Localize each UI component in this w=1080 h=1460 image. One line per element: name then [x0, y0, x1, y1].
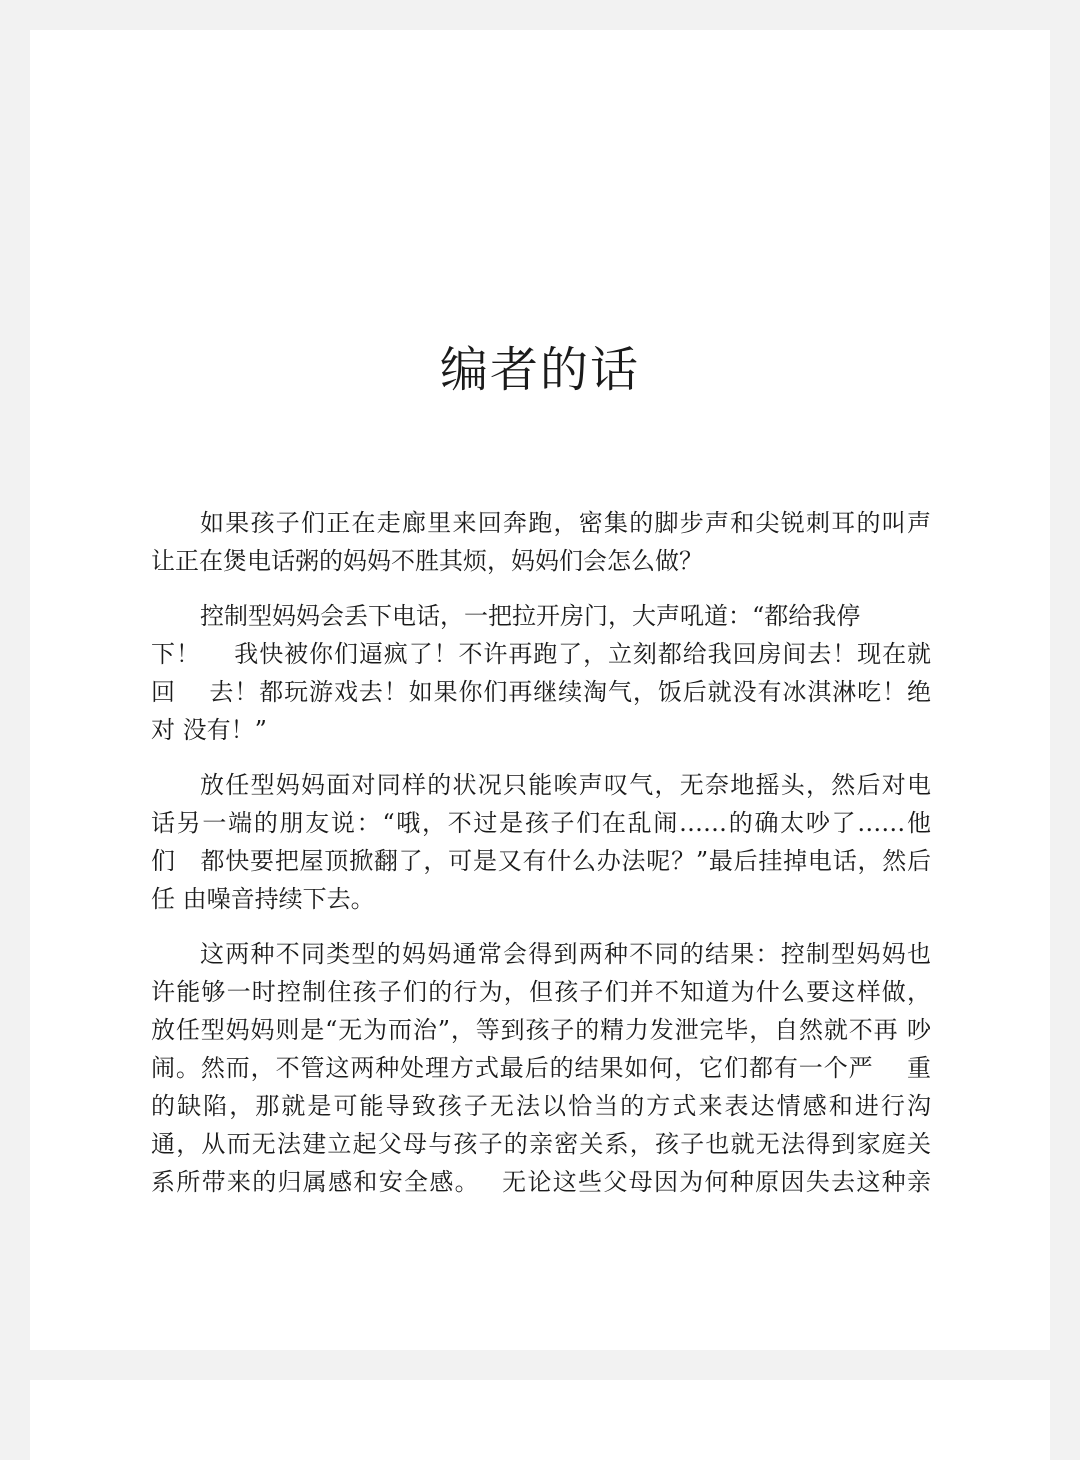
document-body	[151, 504, 931, 1218]
text-line: 闹。然而，不管这两种处理方式最后的结果如何，它们都有一个严 重	[151, 1054, 931, 1082]
text-line: 话另一端的朋友说：“哦，不过是孩子们在乱闹……的确太吵了……他	[151, 809, 931, 837]
text-line: 系所带来的归属感和安全感。 无论这些父母因为何种原因失去这种亲	[151, 1168, 931, 1196]
paragraph-1	[151, 504, 931, 580]
text-line: 许能够一时控制住孩子们的行为，但孩子们并不知道为什么要这样做，	[151, 978, 931, 1006]
text-line: 放任型妈妈面对同样的状况只能唉声叹气，无奈地摇头，然后对电	[200, 771, 931, 799]
text-line: 放任型妈妈则是“无为而治”，等到孩子的精力发泄完毕，自然就不再 吵	[151, 1016, 931, 1044]
text-line: 这两种不同类型的妈妈通常会得到两种不同的结果：控制型妈妈也	[200, 940, 931, 968]
text-line: 让正在煲电话粥的妈妈不胜其烦，妈妈们会怎么做？	[151, 547, 703, 575]
text-line: 们 都快要把屋顶掀翻了，可是又有什么办法呢？”最后挂掉电话，然后	[151, 847, 931, 875]
text-line: 通，从而无法建立起父母与孩子的亲密关系，孩子也就无法得到家庭关	[151, 1130, 931, 1158]
paragraph-3	[151, 766, 931, 918]
text-line: 回 去！都玩游戏去！如果你们再继续淘气，饭后就没有冰淇淋吃！绝	[151, 678, 931, 706]
next-page	[30, 1380, 1050, 1460]
text-line: 任 由噪音持续下去。	[151, 885, 375, 913]
paragraph-4	[151, 935, 931, 1201]
text-line: 对 没有！”	[151, 716, 267, 744]
page-title: 编者的话	[439, 342, 640, 398]
paragraph-2	[151, 597, 931, 749]
text-line: 如果孩子们正在走廊里来回奔跑，密集的脚步声和尖锐刺耳的叫声	[200, 509, 931, 537]
text-line: 控制型妈妈会丢下电话，一把拉开房门，大声吼道：“都给我停	[200, 602, 861, 630]
text-line: 的缺陷，那就是可能导致孩子无法以恰当的方式来表达情感和进行沟	[151, 1092, 931, 1120]
text-line: 下！ 我快被你们逼疯了！不许再跑了，立刻都给我回房间去！现在就	[151, 640, 931, 668]
document-page	[30, 30, 1050, 1350]
